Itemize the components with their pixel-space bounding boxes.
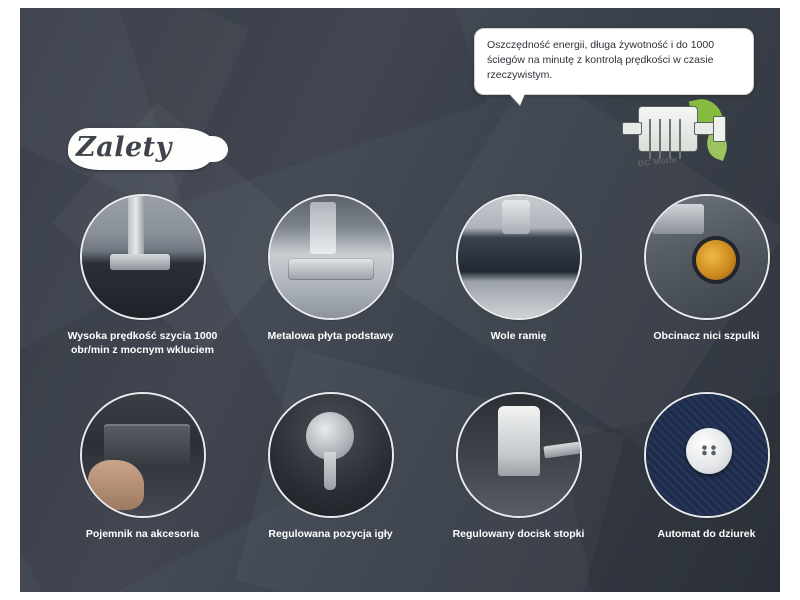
motor-fin bbox=[659, 119, 661, 159]
photo-accessory-box bbox=[82, 394, 204, 516]
dark-panel bbox=[20, 8, 780, 592]
features-grid bbox=[50, 194, 780, 590]
feature-caption: Metalowa płyta podstawy bbox=[267, 330, 394, 342]
feature-item bbox=[238, 392, 423, 542]
feature-caption: Automat do dziurek bbox=[657, 528, 756, 540]
motor-shaft-left bbox=[622, 122, 642, 135]
section-title-text: Zalety bbox=[76, 132, 172, 163]
feature-item bbox=[614, 392, 780, 542]
photo-presser-dial bbox=[458, 394, 580, 516]
motor-fin bbox=[679, 119, 681, 159]
feature-caption: Regulowana pozycja igły bbox=[268, 528, 393, 540]
feature-image-presser-foot-pressure bbox=[456, 392, 582, 518]
motor-fin bbox=[669, 119, 671, 159]
photo-buttonhole bbox=[646, 394, 768, 516]
feature-image-free-arm bbox=[456, 194, 582, 320]
feature-image-metal-base-plate bbox=[268, 194, 394, 320]
feature-item bbox=[426, 392, 611, 542]
callout-tail bbox=[509, 93, 525, 105]
feature-image-needle-position bbox=[268, 392, 394, 518]
feature-caption: Wole ramię bbox=[490, 330, 547, 342]
motor-fin bbox=[649, 119, 651, 159]
photo-free-arm bbox=[458, 196, 580, 318]
feature-caption: Obcinacz nici szpulki bbox=[653, 330, 760, 342]
feature-image-automatic-buttonhole bbox=[644, 392, 770, 518]
feature-item bbox=[614, 194, 780, 344]
photo-needle-position-knob bbox=[270, 394, 392, 516]
feature-item bbox=[50, 194, 235, 357]
energy-callout-text: Oszczędność energii, długa żywotność i do 1000 ściegów na minutę z kontrolą prędkości w czasie rzeczywistym. bbox=[487, 39, 715, 82]
photo-bobbin bbox=[646, 196, 768, 318]
feature-caption: Wysoka prędkość szycia 1000 obr/min z mocnym wkluciem bbox=[67, 330, 218, 356]
feature-item bbox=[50, 392, 235, 542]
dc-motor-illustration bbox=[620, 96, 750, 168]
section-title bbox=[60, 126, 230, 174]
photo-needle-fabric bbox=[82, 196, 204, 318]
feature-caption: Regulowany docisk stopki bbox=[452, 528, 585, 540]
feature-image-accessory-storage bbox=[80, 392, 206, 518]
feature-image-bobbin-thread-cutter bbox=[644, 194, 770, 320]
energy-callout bbox=[474, 28, 754, 95]
photo-metal-plate bbox=[270, 196, 392, 318]
motor-label: DC Motor bbox=[637, 154, 679, 169]
motor-body bbox=[638, 106, 698, 152]
feature-item bbox=[238, 194, 423, 344]
feature-caption: Pojemnik na akcesoria bbox=[85, 528, 200, 540]
feature-image-high-speed-sewing bbox=[80, 194, 206, 320]
motor-cap bbox=[713, 116, 726, 142]
feature-item bbox=[426, 194, 611, 344]
